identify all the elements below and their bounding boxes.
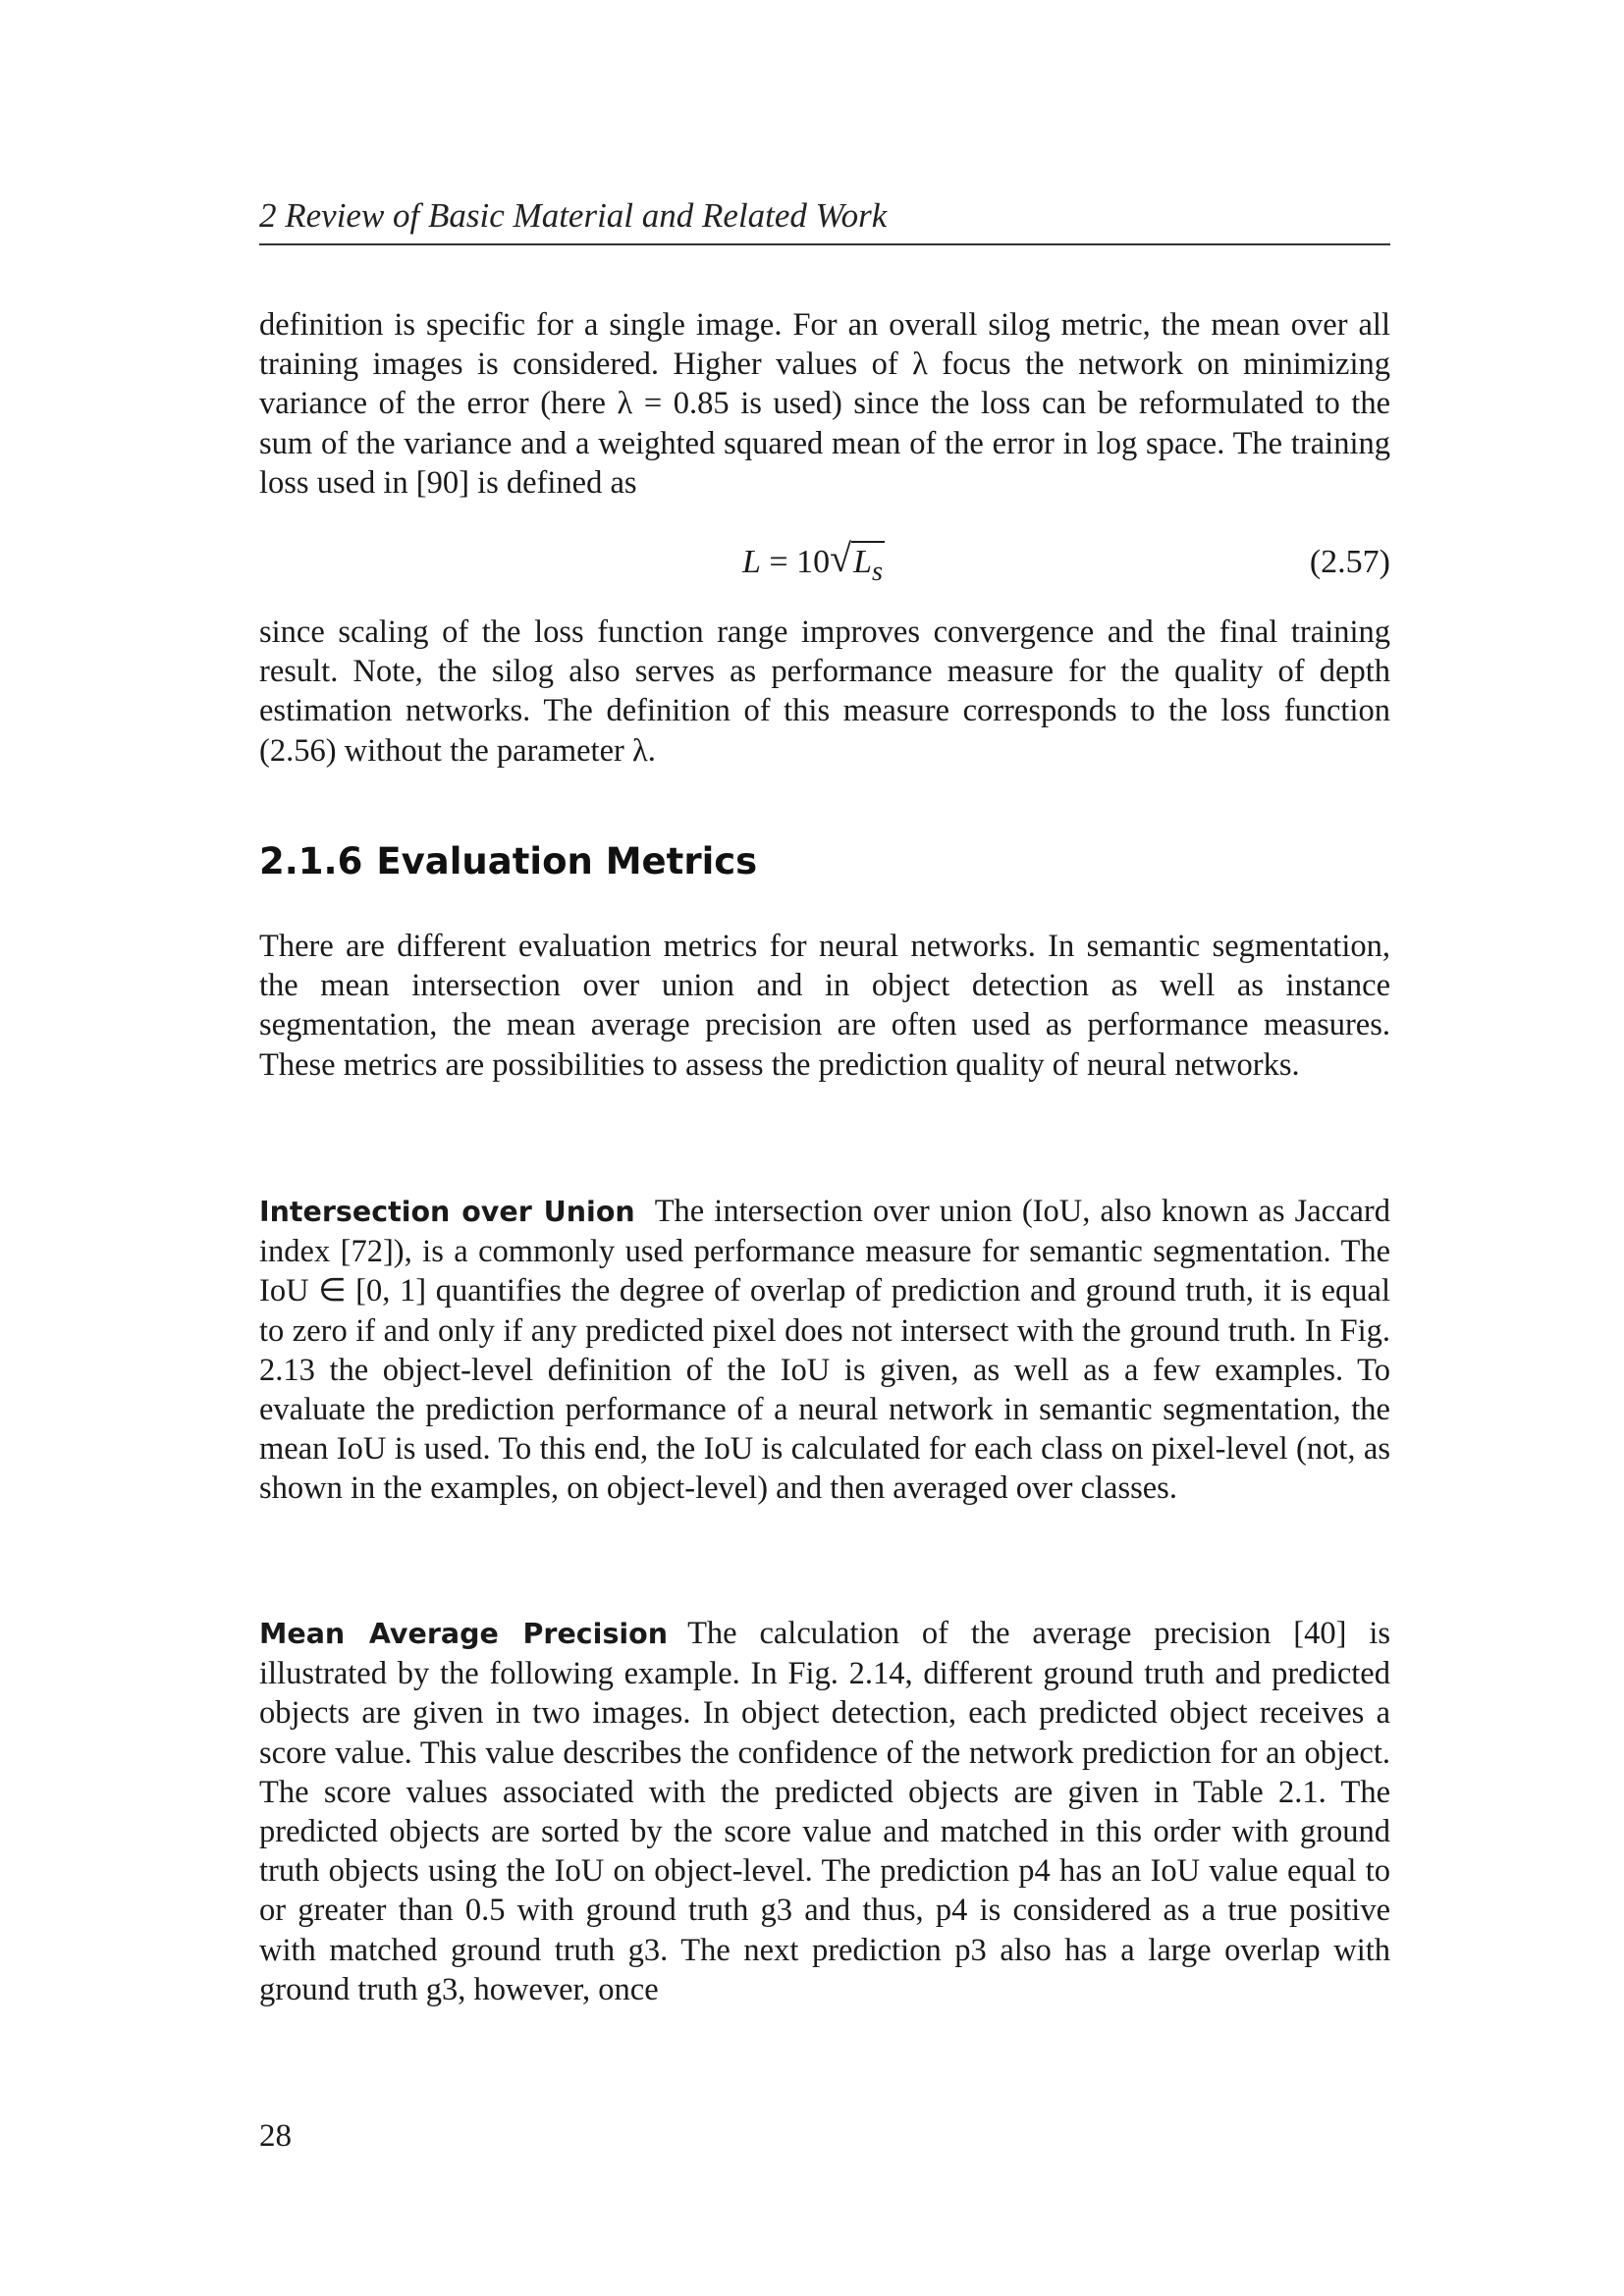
equation-2-57 [259,538,1390,587]
iou-body-text: The intersection over union (IoU, also known as Jaccard index [72]), is a commonly used performance measure for semantic segmentation. The IoU ∈ [0, 1] quantifies the degree of overlap of prediction and ground truth, it is equal to zero if and only if any predicted pixel does not intersect with the ground truth. In Fig. 2.13 the object-level definition of the IoU is given, as well as a few examples. To evaluate the prediction performance of a neural network in semantic segmentation, the mean IoU is used. To this end, the IoU is calculated for each class on pixel-level (not, as shown in the examples, on object-level) and then averaged over classes. [259,1194,1390,1507]
document-page [259,0,1390,2296]
radicand-main: L [853,544,873,580]
equation-number: (2.57) [1309,544,1390,580]
radicand [851,541,885,592]
page-number: 28 [259,2118,292,2154]
equation-equals: = 10 [760,544,831,580]
paragraph-silog-definition: definition is specific for a single image. For an overall silog metric, the mean over all training images is considered. Higher values of λ focus the network on minimizing variance of the error (here λ = 0.85 is used) since the loss can be reformulated to the sum of the variance and a weighted squared mean of the error in log space. The training loss used in [90] is defined as [259,307,1390,501]
equation-lhs: L [742,544,761,580]
running-header: 2 Review of Basic Material and Related Work [259,196,888,235]
section-title: Evaluation Metrics [376,840,758,882]
paragraph-loss-scaling: since scaling of the loss function range improves convergence and the final training result. Note, the silog also serves as performance measure for the quality of depth estimation networks. The definition of this measure corresponds to the loss function (2.56) without the parameter λ. [259,614,1390,769]
radical-sign: √ [830,536,852,580]
paragraph-intersection-over-union [259,1192,1390,1509]
square-root [830,538,885,592]
paragraph-evaluation-metrics-intro: There are different evaluation metrics for neural networks. In semantic segmentation, the mean intersection over union and in object detection as well as instance segmentation, the mean average precision are often used as performance measures. These metrics are possibilities to assess the prediction quality of neural networks. [259,929,1390,1083]
run-in-heading-map: Mean Average Precision [259,1618,669,1650]
section-number: 2.1.6 [259,840,363,882]
map-body-text: The calculation of the average precision [40] is illustrated by the following example. In Fig. 2.14, different ground truth and predicted objects are given in two images. In object detection, each predicted object receives a score value. This value describes the confidence of the network prediction for an object. The score values associated with the predicted objects are given in Table 2.1. The predicted objects are sorted by the score value and matched in this order with ground truth objects using the IoU on object-level. The prediction p4 has an IoU value equal to or greater than 0.5 with ground truth g3 and thus, p4 is considered as a true positive with matched ground truth g3. The next prediction p3 also has a large overlap with ground truth g3, however, once [259,1616,1390,2007]
section-heading [259,840,757,883]
paragraph-mean-average-precision [259,1614,1390,2009]
header-rule [259,243,1390,245]
equation-body [742,538,885,592]
radicand-subscript: s [872,556,884,587]
run-in-heading-iou: Intersection over Union [259,1196,635,1228]
